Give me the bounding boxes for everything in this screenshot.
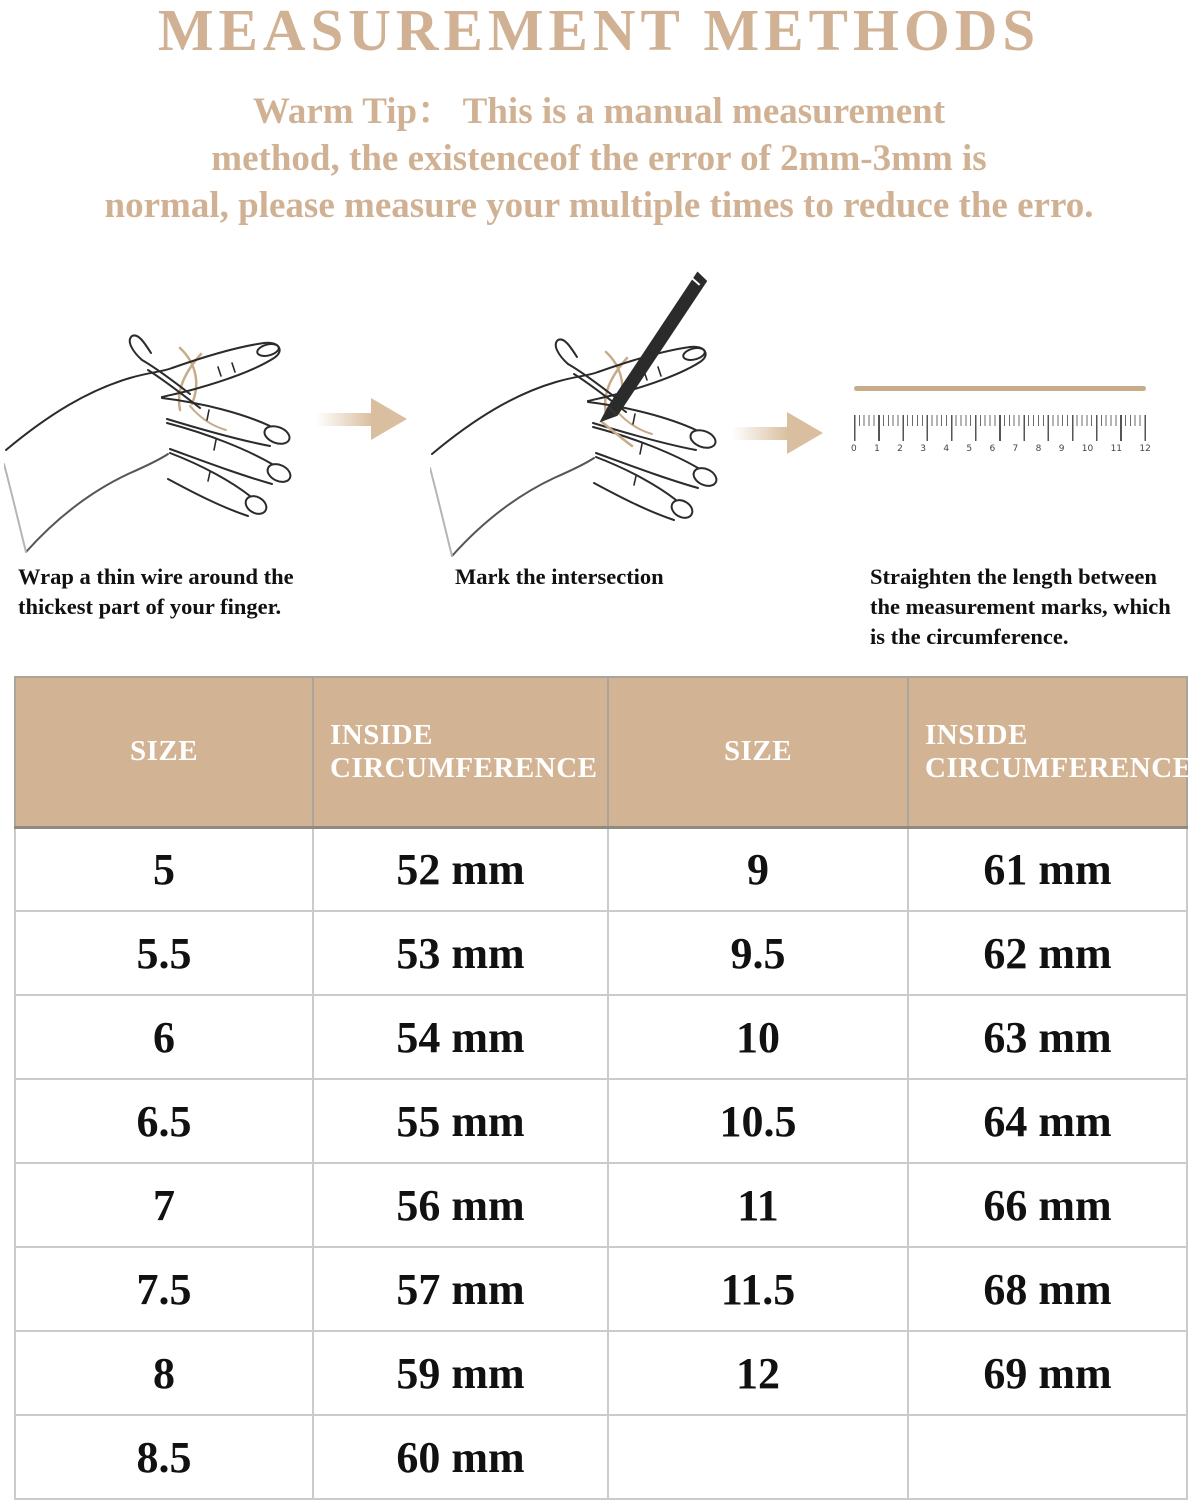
table-cell: 69 mm	[908, 1331, 1187, 1415]
table-cell: 6.5	[15, 1079, 313, 1163]
straightened-wire	[854, 386, 1146, 391]
ruler-number: 6	[989, 444, 996, 454]
hand-with-pencil-illustration	[430, 264, 730, 560]
table-cell: 63 mm	[908, 995, 1187, 1079]
step-caption-straighten: Straighten the length between the measurement marks, which is the circumference.	[870, 564, 1171, 649]
table-cell: 8	[15, 1331, 313, 1415]
ruler-number: 9	[1058, 444, 1065, 454]
right-arrow-icon	[732, 412, 823, 454]
table-cell: 7	[15, 1163, 313, 1247]
ruler-number: 2	[897, 444, 903, 454]
table-cell: 11.5	[608, 1247, 908, 1331]
table-cell: 66 mm	[908, 1163, 1187, 1247]
table-cell	[608, 1415, 908, 1499]
warm-tip-text	[0, 88, 1198, 229]
arrow-tail	[732, 427, 788, 440]
header-size-1: SIZE	[15, 677, 313, 827]
warm-tip-line-3: normal, please measure your multiple times to reduce the erro.	[104, 185, 1094, 226]
table-cell	[908, 1415, 1187, 1499]
hand-line-art	[430, 339, 719, 556]
ruler-number: 10	[1081, 444, 1094, 454]
table-cell: 62 mm	[908, 911, 1187, 995]
arrow-head	[787, 412, 823, 454]
step-caption-wrap-wire: Wrap a thin wire around the thickest part of your finger.	[18, 564, 294, 619]
illustration-row	[0, 258, 1198, 560]
ruler-number: 11	[1110, 444, 1123, 454]
table-cell: 9.5	[608, 911, 908, 995]
table-row	[15, 995, 1187, 1079]
size-table-header	[15, 677, 1193, 827]
ruler-number: 0	[851, 444, 857, 454]
table-cell: 9	[608, 827, 908, 911]
table-row	[15, 1331, 1187, 1415]
table-cell: 61 mm	[908, 827, 1187, 911]
right-arrow-icon	[316, 398, 407, 440]
ruler-numbers	[851, 444, 1151, 454]
table-cell: 55 mm	[313, 1079, 608, 1163]
table-row	[15, 1163, 1187, 1247]
ruler-number: 8	[1035, 444, 1042, 454]
ruler-number: 4	[943, 444, 950, 454]
ruler-number: 1	[874, 444, 880, 454]
table-cell: 7.5	[15, 1247, 313, 1331]
hand-with-wire-illustration	[4, 322, 304, 554]
table-cell: 60 mm	[313, 1415, 608, 1499]
table-row	[15, 911, 1187, 995]
pencil-icon	[600, 264, 709, 426]
table-cell: 8.5	[15, 1415, 313, 1499]
table-cell: 5.5	[15, 911, 313, 995]
table-cell: 54 mm	[313, 995, 608, 1079]
table-cell: 6	[15, 995, 313, 1079]
table-cell: 52 mm	[313, 827, 608, 911]
ruler-number: 3	[920, 444, 926, 454]
table-cell: 10.5	[608, 1079, 908, 1163]
ruler-number: 7	[1012, 444, 1019, 454]
header-size-2: SIZE	[608, 677, 908, 827]
size-table-body	[15, 827, 1187, 1499]
ruler-illustration	[852, 386, 1152, 454]
header-circumference-2: INSIDE CIRCUMFERENCE	[908, 677, 1187, 827]
ruler-ticks	[854, 415, 1146, 441]
table-cell: 56 mm	[313, 1163, 608, 1247]
table-cell: 59 mm	[313, 1331, 608, 1415]
header-circumference-1: INSIDE CIRCUMFERENCE	[313, 677, 608, 827]
warm-tip-line-2: method, the existenceof the error of 2mm-3mm is	[211, 138, 987, 179]
table-cell: 68 mm	[908, 1247, 1187, 1331]
table-row	[15, 1079, 1187, 1163]
arrow-tail	[316, 413, 372, 426]
table-cell: 64 mm	[908, 1079, 1187, 1163]
ruler-number: 12	[1139, 444, 1151, 454]
table-cell: 53 mm	[313, 911, 608, 995]
table-cell: 5	[15, 827, 313, 911]
table-row	[15, 1415, 1187, 1499]
hand-line-art	[4, 335, 293, 552]
table-cell: 11	[608, 1163, 908, 1247]
table-row	[15, 827, 1187, 911]
ring-size-table	[14, 676, 1193, 1500]
step-caption-mark-intersection: Mark the intersection	[455, 564, 664, 589]
arrow-head	[371, 398, 407, 440]
ruler-number: 5	[966, 444, 973, 454]
table-row	[15, 1247, 1187, 1331]
page-title: MEASUREMENT METHODS	[157, 0, 1041, 63]
table-cell: 12	[608, 1331, 908, 1415]
table-cell: 10	[608, 995, 908, 1079]
warm-tip-line-1: Warm Tip： This is a manual measurement	[252, 91, 946, 132]
table-cell: 57 mm	[313, 1247, 608, 1331]
